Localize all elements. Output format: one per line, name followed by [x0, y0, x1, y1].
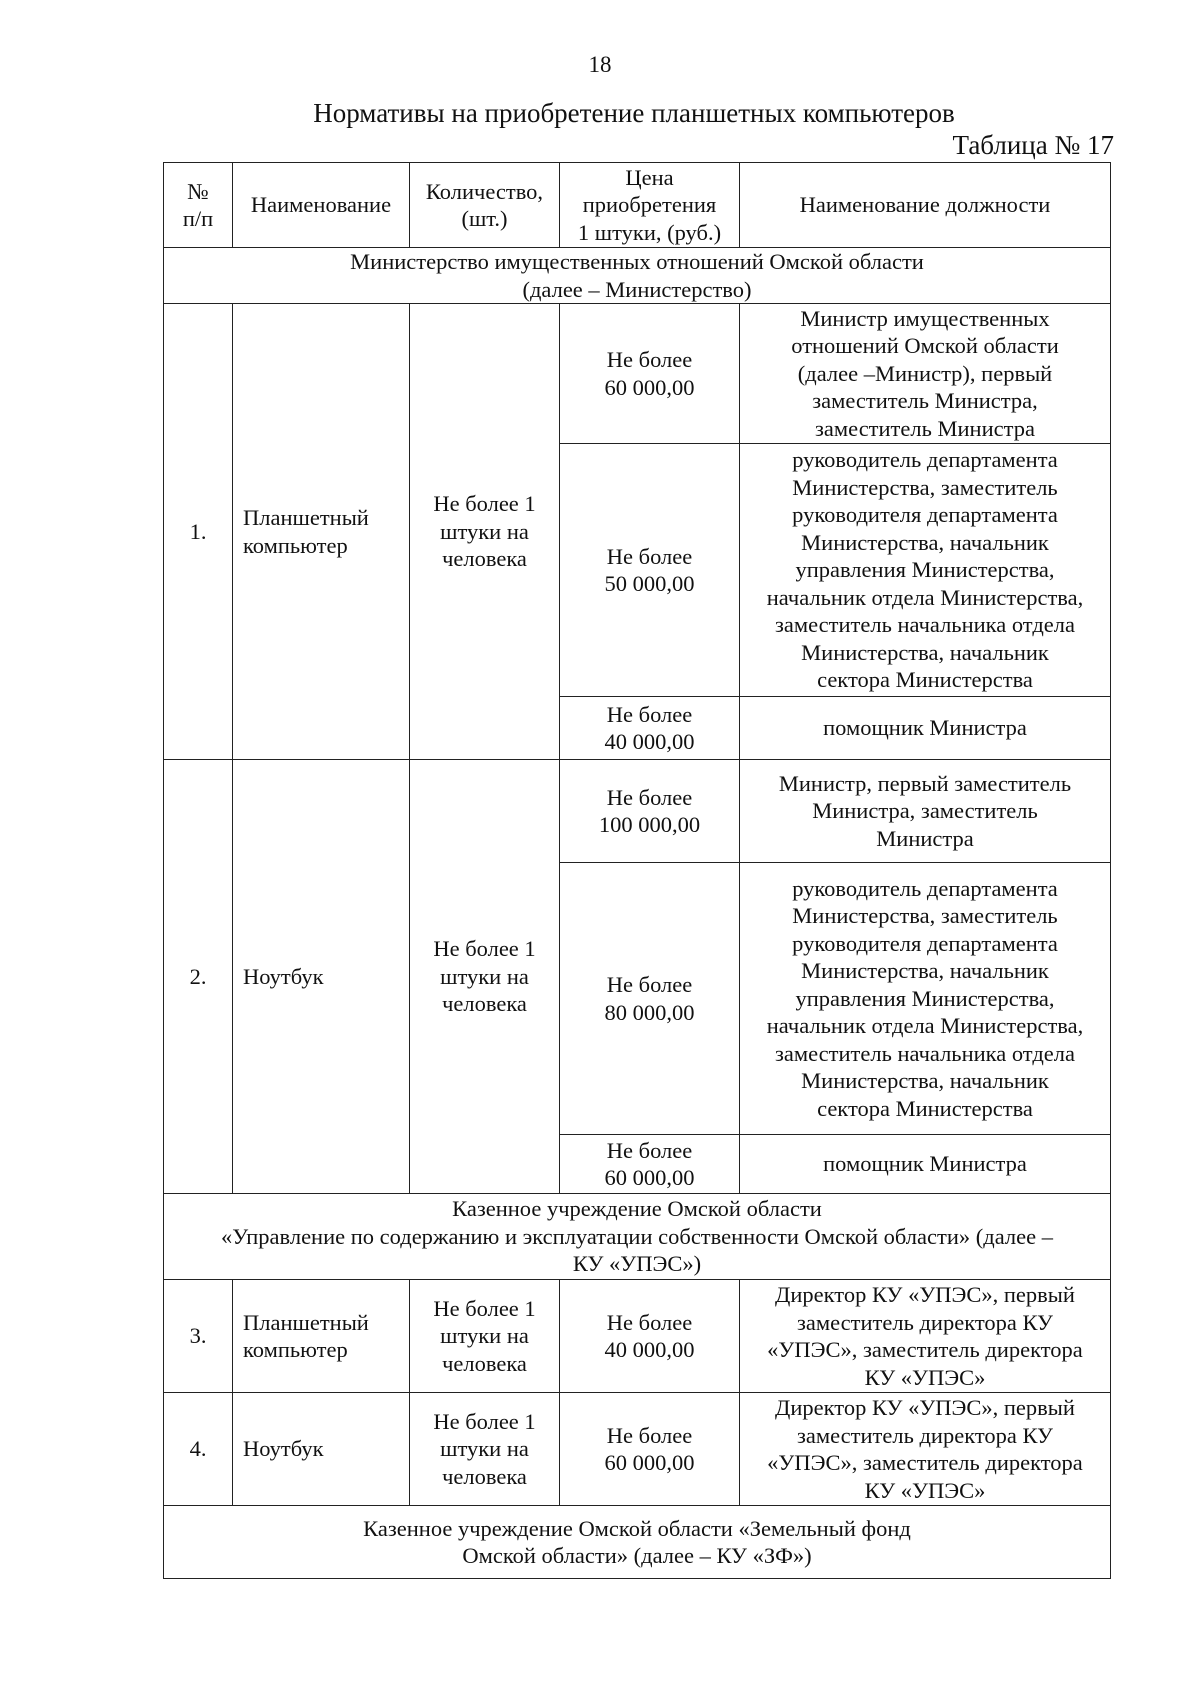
header-quantity: Количество, (шт.) [410, 163, 560, 248]
table-row [164, 1393, 1111, 1506]
row-position: помощник Министра [740, 1135, 1111, 1194]
row-price: Не более 60 000,00 [560, 1135, 740, 1194]
header-price: Цена приобретения 1 штуки, (руб.) [560, 163, 740, 248]
row-position: Министр имущественных отношений Омской области (далее –Министр), первый заместитель Министра, заместитель Министра [740, 304, 1111, 444]
table-row [164, 760, 1111, 863]
row-num: 2. [164, 760, 233, 1194]
page-number: 18 [588, 52, 612, 77]
table-row [164, 1280, 1111, 1393]
section-ministry: Министерство имущественных отношений Омской области (далее – Министерство) [164, 248, 1111, 304]
section-ku-zf: Казенное учреждение Омской области «Земельный фонд Омской области» (далее – КУ «ЗФ») [164, 1506, 1111, 1579]
row-num: 4. [164, 1393, 233, 1506]
row-price: Не более 60 000,00 [560, 304, 740, 444]
table-header-row [164, 163, 1111, 248]
row-name: Планшетный компьютер [233, 304, 410, 760]
row-quantity: Не более 1 штуки на человека [410, 760, 560, 1194]
header-name: Наименование [233, 163, 410, 248]
section-row [164, 248, 1111, 304]
row-price: Не более 40 000,00 [560, 1280, 740, 1393]
row-quantity: Не более 1 штуки на человека [410, 1280, 560, 1393]
table-number: Таблица № 17 [952, 130, 1114, 160]
norms-table [163, 162, 1111, 1579]
row-name: Планшетный компьютер [233, 1280, 410, 1393]
row-price: Не более 40 000,00 [560, 697, 740, 760]
document-title: Нормативы на приобретение планшетных компьютеров [313, 98, 955, 128]
row-price: Не более 100 000,00 [560, 760, 740, 863]
row-num: 1. [164, 304, 233, 760]
row-position: Директор КУ «УПЭС», первый заместитель директора КУ «УПЭС», заместитель директора КУ «УПЭС» [740, 1393, 1111, 1506]
row-position: руководитель департамента Министерства, заместитель руководителя департамента Министерства, начальник управления Министерства, начальник отдела Министерства, заместитель начальника отдела Министерства, начальник сектора Министерства [740, 863, 1111, 1135]
row-position: Директор КУ «УПЭС», первый заместитель директора КУ «УПЭС», заместитель директора КУ «УПЭС» [740, 1280, 1111, 1393]
row-position: помощник Министра [740, 697, 1111, 760]
table-row [164, 304, 1111, 444]
row-name: Ноутбук [233, 760, 410, 1194]
header-position: Наименование должности [740, 163, 1111, 248]
row-num: 3. [164, 1280, 233, 1393]
row-name: Ноутбук [233, 1393, 410, 1506]
row-price: Не более 60 000,00 [560, 1393, 740, 1506]
section-row [164, 1194, 1111, 1280]
row-quantity: Не более 1 штуки на человека [410, 304, 560, 760]
row-quantity: Не более 1 штуки на человека [410, 1393, 560, 1506]
row-price: Не более 80 000,00 [560, 863, 740, 1135]
section-ku-upes: Казенное учреждение Омской области «Управление по содержанию и эксплуатации собственности Омской области» (далее – КУ «УПЭС») [164, 1194, 1111, 1280]
row-position: Министр, первый заместитель Министра, заместитель Министра [740, 760, 1111, 863]
header-num: № п/п [164, 163, 233, 248]
row-position: руководитель департамента Министерства, заместитель руководителя департамента Министерства, начальник управления Министерства, начальник отдела Министерства, заместитель начальника отдела Министерства, начальник сектора Министерства [740, 444, 1111, 697]
row-price: Не более 50 000,00 [560, 444, 740, 697]
section-row [164, 1506, 1111, 1579]
